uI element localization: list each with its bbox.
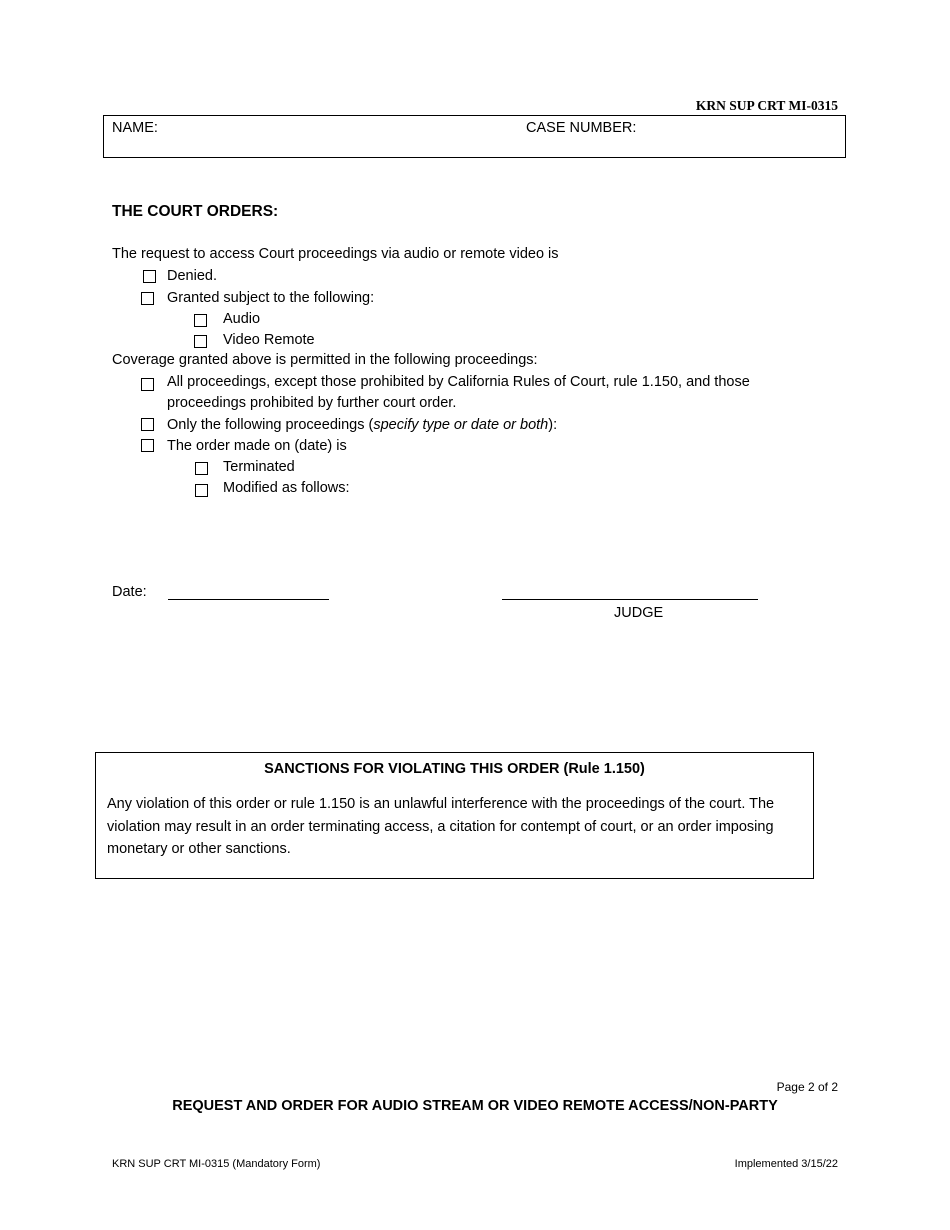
implemented-date: Implemented 3/15/22	[734, 1158, 838, 1170]
sanctions-body: Any violation of this order or rule 1.150 is an unlawful interference with the proceedings of the court. The violation may result in an order terminating access, a citation for contempt of court, or an order imposing monetary or other sanctions.	[107, 796, 775, 857]
sanctions-box	[95, 752, 814, 879]
audio-label: Audio	[223, 311, 261, 327]
request-intro: The request to access Court proceedings via audio or remote video is	[112, 246, 559, 262]
form-note: KRN SUP CRT MI-0315 (Mandatory Form)	[112, 1158, 321, 1170]
header-box	[103, 115, 846, 158]
section-title: THE COURT ORDERS:	[112, 203, 279, 220]
denied-checkbox[interactable]	[143, 270, 156, 283]
sanctions-title: SANCTIONS FOR VIOLATING THIS ORDER (Rule 1.150)	[264, 761, 645, 777]
modified-label: Modified as follows:	[223, 480, 350, 496]
video-remote-checkbox[interactable]	[194, 335, 207, 348]
only-following-prefix: Only the following proceedings (	[167, 417, 374, 433]
audio-checkbox[interactable]	[194, 314, 207, 327]
page-number: Page 2 of 2	[776, 1080, 838, 1094]
all-proceedings-line1: All proceedings, except those prohibited by California Rules of Court, rule 1.150, and those	[167, 374, 750, 390]
order-made-label: The order made on (date) is	[167, 438, 347, 454]
date-line[interactable]	[168, 599, 329, 600]
only-following-label	[167, 415, 557, 436]
form-code: KRN SUP CRT MI-0315	[695, 98, 838, 113]
granted-checkbox[interactable]	[141, 292, 154, 305]
denied-label: Denied.	[167, 268, 217, 284]
footer-title: REQUEST AND ORDER FOR AUDIO STREAM OR VIDEO REMOTE ACCESS/NON-PARTY	[172, 1098, 778, 1114]
judge-label: JUDGE	[614, 605, 664, 621]
date-label: Date:	[112, 584, 147, 600]
judge-signature-line[interactable]	[502, 599, 758, 600]
order-made-checkbox[interactable]	[141, 439, 154, 452]
case-number-label: CASE NUMBER:	[526, 120, 637, 136]
coverage-intro: Coverage granted above is permitted in the following proceedings:	[112, 352, 538, 368]
all-proceedings-line2: proceedings prohibited by further court order.	[167, 395, 457, 411]
video-remote-label: Video Remote	[223, 332, 315, 348]
only-following-italic: specify type or date or both	[373, 417, 549, 433]
name-label: NAME:	[112, 120, 158, 136]
all-proceedings-checkbox[interactable]	[141, 378, 154, 391]
only-following-checkbox[interactable]	[141, 418, 154, 431]
granted-label: Granted subject to the following:	[167, 290, 375, 306]
terminated-checkbox[interactable]	[195, 462, 208, 475]
terminated-label: Terminated	[223, 459, 295, 475]
only-following-suffix: ):	[548, 417, 558, 433]
modified-checkbox[interactable]	[195, 484, 208, 497]
